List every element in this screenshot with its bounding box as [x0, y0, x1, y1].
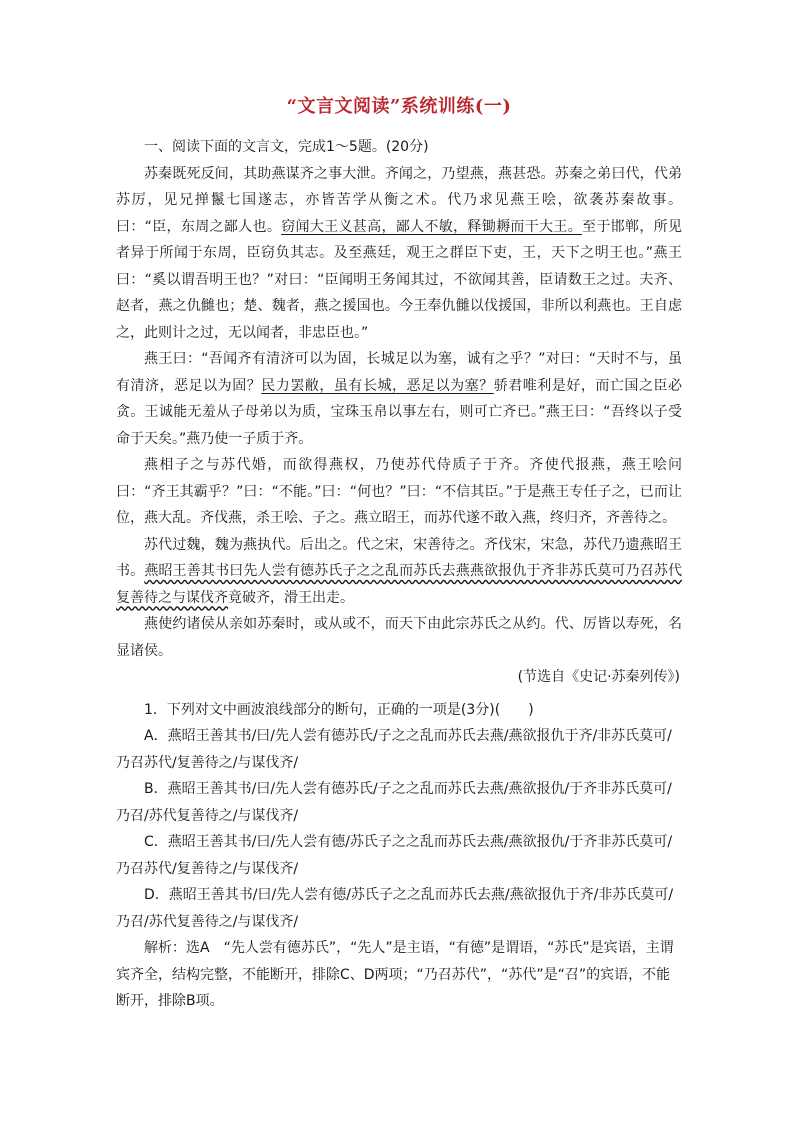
passage-text: 燕王曰：“吾闻齐有清济可以为固，长城足以为塞，诚有之乎？”对曰：“天时不与，虽有清济，恶足以为固？: [116, 351, 682, 394]
passage-paragraph-1: [116, 161, 682, 347]
option-a-line-1: A．燕昭王善其书/曰/先人尝有德苏氏/子之之乱而苏氏去燕/燕欲报仇于齐/非苏氏莫可/: [144, 728, 672, 744]
passage-paragraph-5: 燕使约诸侯从亲如苏秦时，或从或不，而天下由此宗苏氏之从约。代、厉皆以寿死，名显诸侯。: [116, 616, 682, 659]
option-b-line-2: 乃召/苏代复善待之/与谋伐齐/: [116, 807, 299, 824]
question-1-stem: 1．下列对文中画波浪线部分的断句，正确的一项是(3分)( ): [144, 701, 534, 718]
passage-paragraph-4: [116, 532, 682, 612]
option-d-line-1: D．燕昭王善其书/曰/先人尝有德/苏氏子之之乱而苏氏去燕/燕欲报仇于齐/非苏氏莫可/: [144, 887, 674, 903]
passage-text: 苏秦既死反间，其助燕谋齐之事大泄。齐闻之，乃望燕，燕甚恐。苏秦之弟曰代，代弟苏厉，见兄掸鬣七国遂志，亦皆苦学从衡之术。代乃求见燕王哙，欲袭苏秦故事。曰：“臣，东周之鄙人也。: [116, 165, 682, 235]
option-c-line-1: C．燕昭王善其书/曰/先人尝有德/苏氏子之之乱而苏氏去燕/燕欲报仇/于齐非苏氏莫可/: [144, 834, 673, 850]
option-a-line-2: 乃召苏代/复善待之/与谋伐齐/: [116, 754, 299, 771]
passage-text: 至于邯郸，所见者异于所闻于东周，臣窃负其志。及至燕廷，观王之群臣下吏，王，天下之明王也。”燕王曰：“奚以谓吾明王也？”对曰：“臣闻明王务闻其过，不欲闻其善，臣请数王之过。夫齐、赵者，燕之仇雠也；楚、魏者，燕之援国也。今王奉仇雠以伐援国，非所以利燕也。王自虑之，此则计之过，无以闻者，非忠臣也。”: [116, 218, 682, 341]
wavy-underlined-passage: 燕昭王善其书曰先人尝有德苏氏子之之乱而苏氏去燕燕欲报仇于齐非苏氏莫可乃召苏代复善待之与谋伐齐: [116, 563, 683, 606]
section-instruction: 一、阅读下面的文言文，完成1～5题。(20分): [144, 139, 429, 155]
document-body: [116, 134, 682, 1015]
option-d-line-2: 乃召/苏代复善待之/与谋伐齐/: [116, 913, 299, 930]
option-b-line-1: B．燕昭王善其书/曰/先人尝有德苏氏/子之之乱而苏氏去燕/燕欲报仇/于齐非苏氏莫可/: [144, 781, 672, 797]
underlined-sentence: 民力罢敝，虽有长城，恶足以为塞？: [261, 377, 494, 394]
passage-paragraph-3: 燕相子之与苏代婚，而欲得燕权，乃使苏代侍质子于齐。齐使代报燕，燕王哙问曰：“齐王其霸乎？”曰：“不能。”曰：“何也？”曰：“不信其臣。”于是燕王专任子之，已而让位，燕大乱。齐伐燕，杀王哙、子之。燕立昭王，而苏代遂不敢入燕，终归齐，齐善待之。: [116, 457, 682, 526]
document-title: “文言文阅读”系统训练(一): [286, 96, 512, 117]
passage-text: 竟破齐，滑王出走。: [228, 589, 354, 606]
passage-paragraph-2: [116, 346, 682, 452]
passage-text: 苏代过魏，魏为燕执代。后出之。代之宋，宋善待之。齐伐宋，宋急，苏代乃遗燕昭王书。: [116, 536, 682, 579]
passage-source: (节选自《史记·苏秦列传》): [517, 669, 680, 685]
underlined-sentence: 窃闻大王义甚高，鄙人不敏，释锄耨而干大王。: [281, 218, 583, 235]
question-1-analysis: 解析：选A “先人尝有德苏氏”，“先人”是主语，“有德”是谓语，“苏氏”是宾语，主谓宾齐全，结构完整，不能断开，排除C、D两项；“乃召苏代”，“苏代”是“召”的宾语，不能断开，排除B项。: [116, 940, 674, 1009]
option-c-line-2: 乃召苏代/复善待之/与谋伐齐/: [116, 860, 299, 877]
passage-text: 骄君唯利是好，而亡国之臣必贪。王诚能无羞从子母弟以为质，宝珠玉帛以事左右，则可亡齐已。”燕王曰：“吾终以子受命于天矣。”燕乃使一子质于齐。: [116, 377, 683, 447]
